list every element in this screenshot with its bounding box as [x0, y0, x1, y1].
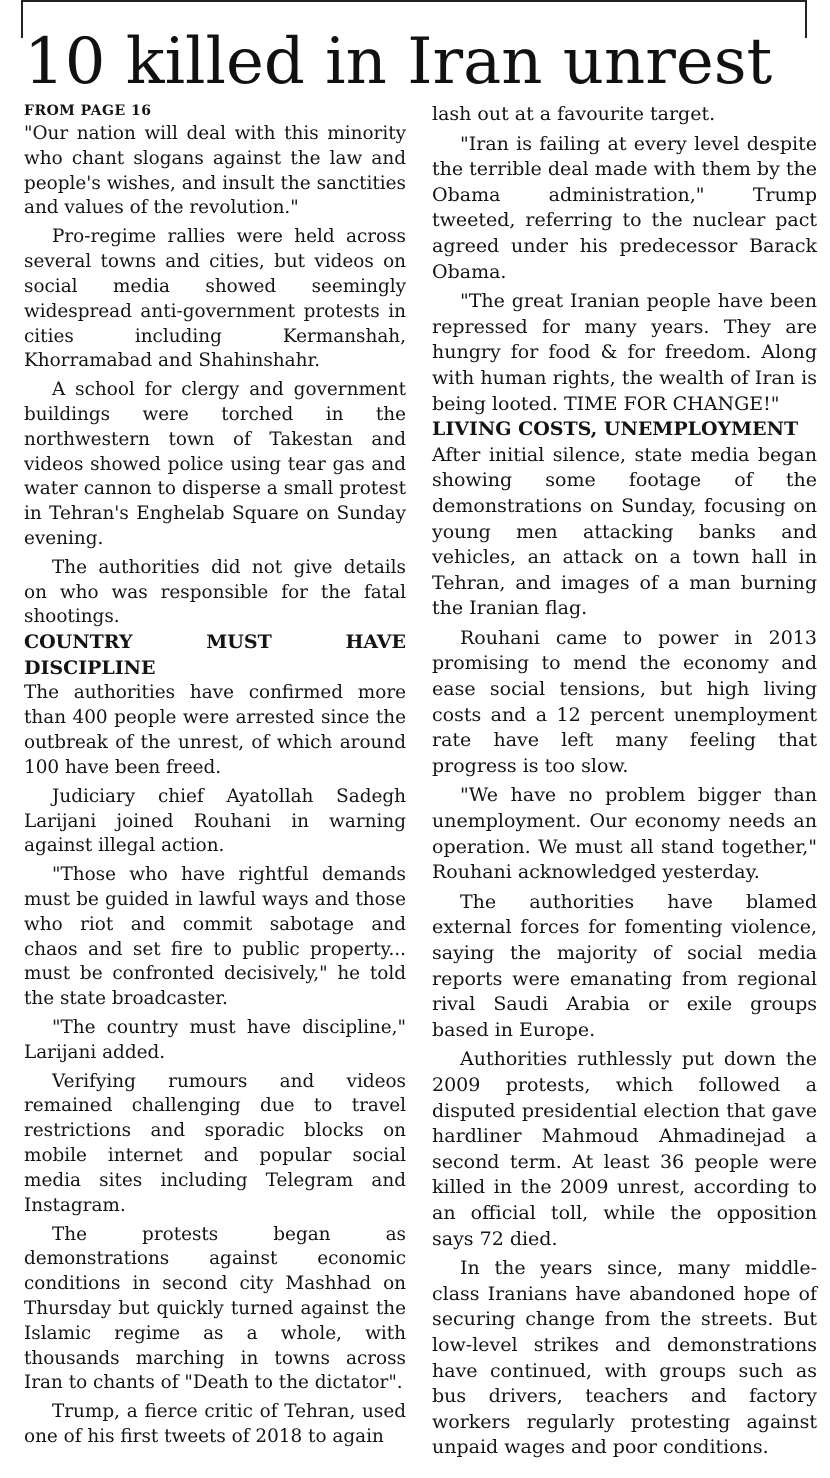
article-column-left — [24, 102, 406, 1450]
paragraph: The authorities did not give details on who was responsible for the fatal shootings. — [24, 556, 406, 628]
right-border-rule — [805, 0, 807, 38]
paragraph: "We have no problem bigger than unemployment. Our economy needs an operation. We must all stand together," Rouhani acknowledged yesterday. — [432, 784, 817, 884]
subhead-discipline: COUNTRY MUST HAVE DISCIPLINE — [24, 631, 406, 679]
paragraph: Verifying rumours and videos remained challenging due to travel restrictions and sporadic blocks on mobile internet and popular social media sites including Telegram and Instagram. — [24, 1070, 406, 1216]
left-border-rule — [21, 0, 23, 38]
article-column-right — [432, 102, 817, 1461]
paragraph: After initial silence, state media began showing some footage of the demonstrations on Sunday, focusing on young men attacking banks and vehicles, an attack on a town hall in Tehran, and images of a man burning the Iranian flag. — [432, 443, 817, 620]
paragraph: In the years since, many middle-class Iranians have abandoned hope of securing change from the streets. But low-level strikes and demonstrations have continued, with groups such as bus drivers, teachers and factory workers regularly protesting against unpaid wages and poor conditions. — [432, 1257, 817, 1459]
paragraph: The authorities have confirmed more than 400 people were arrested since the outbreak of the unrest, of which around 100 have been freed. — [24, 682, 406, 778]
subhead-living-costs: LIVING COSTS, UNEMPLOYMENT — [432, 418, 799, 441]
paragraph: "Iran is failing at every level despite the terrible deal made with them by the Obama administration," Trump tweeted, referring to the nuclear pact agreed under his predecessor Barack Obama. — [432, 132, 817, 283]
paragraph: The authorities have blamed external forces for fomenting violence, saying the majority of social media reports were emanating from regional rival Saudi Arabia or exile groups based in Europe. — [432, 890, 817, 1041]
paragraph: "The country must have discipline," Larijani added. — [24, 1017, 406, 1063]
paragraph: "The great Iranian people have been repressed for many years. They are hungry for food & for freedom. Along with human rights, the wealth of Iran is being looted. TIME FOR CHANGE!" — [432, 290, 817, 415]
paragraph: "Our nation will deal with this minority who chant slogans against the law and people's wishes, and insult the sanctities and values of the revolution." — [24, 123, 406, 219]
paragraph: A school for clergy and government buildings were torched in the northwestern town of Takestan and videos showed police using tear gas and water cannon to disperse a small protest in Tehran's Enghelab Square on Sunday evening. — [24, 379, 406, 549]
paragraph: The protests began as demonstrations against economic conditions in second city Mashhad on Thursday but quickly turned against the Islamic regime as a whole, with thousands marching in towns across Iran to chants of "Death to the dictator". — [24, 1223, 406, 1394]
paragraph: Authorities ruthlessly put down the 2009 protests, which followed a disputed presidential election that gave hardliner Mahmoud Ahmadinejad a second term. At least 36 people were killed in the 2009 unrest, according to an official toll, while the opposition says 72 died. — [432, 1048, 817, 1250]
paragraph: "Those who have rightful demands must be guided in lawful ways and those who riot and commit sabotage and chaos and set fire to public property... must be confronted decisively," he told the state broadcaster. — [24, 864, 406, 1010]
paragraph: Trump, a fierce critic of Tehran, used one of his first tweets of 2018 to again — [24, 1401, 406, 1447]
paragraph: Pro-regime rallies were held across several towns and cities, but videos on social media showed seemingly widespread anti-government protests in cities including Kermanshah, Khorramabad and Shahinshahr. — [24, 226, 406, 372]
from-page-label: FROM PAGE 16 — [24, 103, 152, 119]
paragraph: Judiciary chief Ayatollah Sadegh Larijani joined Rouhani in warning against illegal action. — [24, 785, 406, 857]
top-border-rule — [21, 0, 807, 2]
headline: 10 killed in Iran unrest — [24, 25, 773, 99]
paragraph: Rouhani came to power in 2013 promising to mend the economy and ease social tensions, but high living costs and a 12 percent unemployment rate have left many feeling that progress is too slow. — [432, 626, 817, 777]
paragraph: lash out at a favourite target. — [432, 103, 716, 125]
